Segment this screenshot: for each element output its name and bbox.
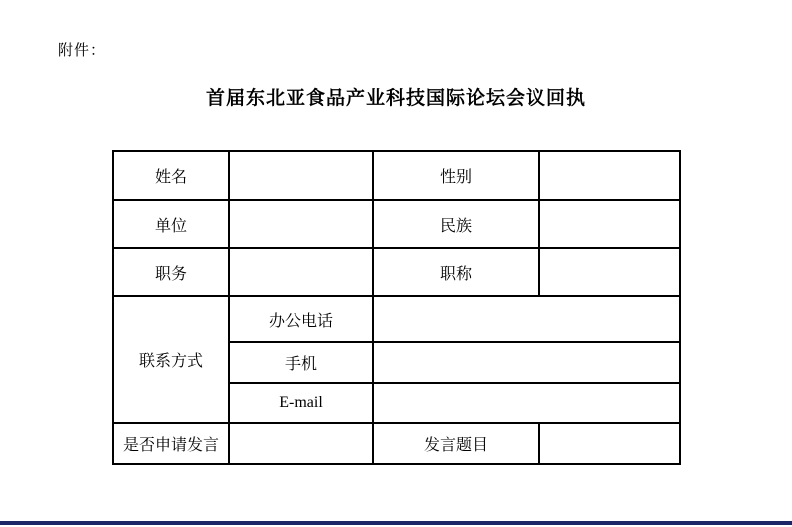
attachment-label: 附件：	[58, 43, 107, 59]
gender-label-cell: 性别	[373, 151, 539, 200]
name-label-cell: 姓名	[113, 151, 229, 200]
speech-request-input-cell[interactable]	[229, 423, 373, 464]
table-row	[113, 423, 680, 464]
mobile-label-cell: 手机	[229, 342, 373, 383]
speech-topic-input-cell[interactable]	[539, 423, 680, 464]
speech-request-label-cell: 是否申请发言	[113, 423, 229, 464]
contact-label-cell: 联系方式	[113, 296, 229, 423]
page-title: 首届东北亚食品产业科技国际论坛会议回执	[205, 88, 586, 109]
unit-input-cell[interactable]	[229, 200, 373, 248]
email-label-cell: E-mail	[229, 383, 373, 423]
conference-reply-form-table	[112, 150, 681, 465]
name-input-cell[interactable]	[229, 151, 373, 200]
office-phone-input-cell[interactable]	[373, 296, 680, 342]
email-input-cell[interactable]	[373, 383, 680, 423]
table-row	[113, 248, 680, 296]
speech-topic-label-cell: 发言题目	[373, 423, 539, 464]
table-row	[113, 200, 680, 248]
table-row	[113, 296, 680, 342]
ethnicity-input-cell[interactable]	[539, 200, 680, 248]
office-phone-label-cell: 办公电话	[229, 296, 373, 342]
bottom-window-edge-bar	[0, 521, 792, 525]
unit-label-cell: 单位	[113, 200, 229, 248]
gender-input-cell[interactable]	[539, 151, 680, 200]
position-label-cell: 职务	[113, 248, 229, 296]
prof-title-label-cell: 职称	[373, 248, 539, 296]
ethnicity-label-cell: 民族	[373, 200, 539, 248]
position-input-cell[interactable]	[229, 248, 373, 296]
mobile-input-cell[interactable]	[373, 342, 680, 383]
prof-title-input-cell[interactable]	[539, 248, 680, 296]
table-row	[113, 151, 680, 200]
